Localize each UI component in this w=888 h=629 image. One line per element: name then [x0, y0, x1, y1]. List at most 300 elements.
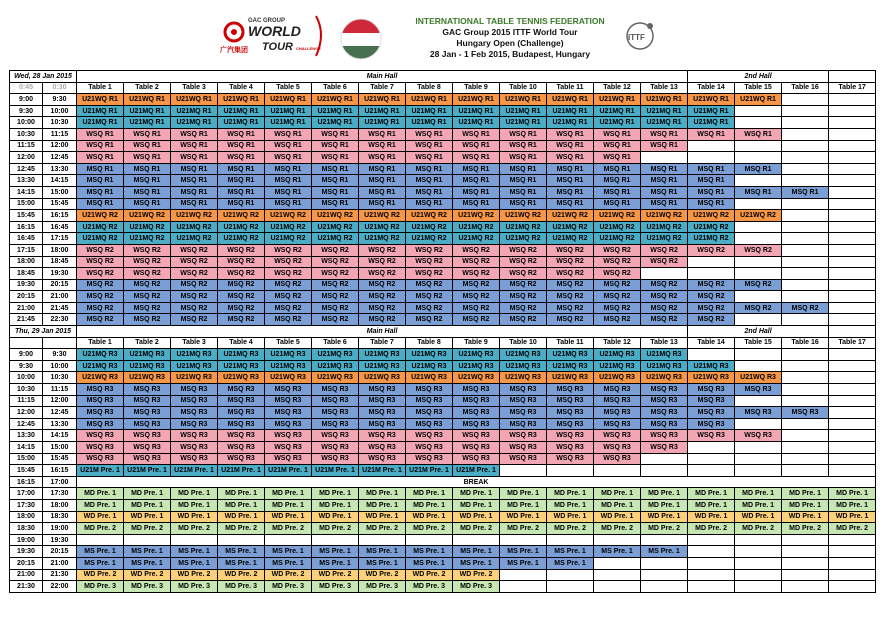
match-cell: U21MQ R2 — [453, 233, 500, 245]
end-time: 12:45 — [43, 152, 77, 164]
match-cell: U21WQ R2 — [547, 210, 594, 222]
match-cell: MSQ R1 — [312, 163, 359, 175]
end-time: 20:15 — [43, 546, 77, 558]
match-cell: WD Pre. 2 — [406, 569, 453, 581]
match-cell: WSQ R1 — [359, 140, 406, 152]
start-time: 20:15 — [10, 557, 43, 569]
empty-cell — [782, 268, 829, 280]
match-cell: WSQ R2 — [359, 256, 406, 268]
match-cell: WSQ R1 — [265, 140, 312, 152]
end-time: 19:30 — [43, 268, 77, 280]
match-cell: MD Pre. 1 — [406, 499, 453, 511]
match-cell: U21MQ R3 — [218, 360, 265, 372]
match-cell: WSQ R3 — [124, 430, 171, 442]
match-cell: MS Pre. 1 — [124, 557, 171, 569]
empty-cell — [641, 581, 688, 593]
match-cell: WSQ R3 — [312, 430, 359, 442]
match-cell: U21MQ R2 — [312, 233, 359, 245]
match-cell: MSQ R2 — [312, 279, 359, 291]
empty-cell — [782, 557, 829, 569]
match-cell: U21MQ R3 — [641, 349, 688, 361]
match-cell: U21WQ R3 — [594, 372, 641, 384]
empty-cell — [829, 175, 876, 187]
time-slot-row — [10, 302, 876, 314]
match-cell: MSQ R2 — [641, 291, 688, 303]
match-cell: MSQ R1 — [218, 186, 265, 198]
match-cell: U21M Pre. 1 — [171, 465, 218, 477]
match-cell: MD Pre. 1 — [735, 499, 782, 511]
match-cell: WSQ R2 — [218, 244, 265, 256]
match-cell: WSQ R3 — [265, 453, 312, 465]
time-slot-row — [10, 314, 876, 326]
table-10-header: Table 10 — [500, 337, 547, 349]
match-cell: U21WQ R3 — [735, 372, 782, 384]
match-cell: U21MQ R2 — [594, 221, 641, 233]
match-cell: MD Pre. 1 — [171, 488, 218, 500]
gac-world-tour-logo — [218, 12, 330, 58]
svg-text:GAC GROUP: GAC GROUP — [248, 18, 286, 24]
match-cell: MD Pre. 3 — [359, 581, 406, 593]
match-cell: MD Pre. 3 — [312, 581, 359, 593]
match-cell: WSQ R2 — [641, 244, 688, 256]
match-cell: U21MQ R2 — [218, 233, 265, 245]
match-cell: U21MQ R1 — [500, 105, 547, 117]
match-cell: MSQ R1 — [500, 186, 547, 198]
table-14-header: Table 14 — [688, 82, 735, 94]
match-cell: MSQ R3 — [124, 407, 171, 419]
start-time: 10:00 — [10, 372, 43, 384]
time-slot-row — [10, 569, 876, 581]
match-cell: MSQ R3 — [453, 384, 500, 396]
empty-cell — [782, 152, 829, 164]
empty-cell — [735, 256, 782, 268]
match-cell: MSQ R2 — [124, 291, 171, 303]
match-cell: MSQ R2 — [312, 314, 359, 326]
match-cell: MSQ R1 — [641, 186, 688, 198]
table-9-header: Table 9 — [453, 337, 500, 349]
empty-cell — [782, 453, 829, 465]
match-cell: U21MQ R3 — [547, 349, 594, 361]
empty-cell — [735, 569, 782, 581]
match-cell: U21M Pre. 1 — [312, 465, 359, 477]
empty-cell — [312, 534, 359, 546]
match-cell: MSQ R2 — [265, 291, 312, 303]
match-cell: MS Pre. 1 — [547, 546, 594, 558]
match-cell: MSQ R1 — [124, 186, 171, 198]
match-cell: MSQ R3 — [359, 384, 406, 396]
match-cell: U21WQ R3 — [500, 372, 547, 384]
empty-cell — [735, 314, 782, 326]
time-slot-row — [10, 384, 876, 396]
match-cell: MSQ R2 — [359, 279, 406, 291]
match-cell: MSQ R2 — [406, 314, 453, 326]
match-cell: MSQ R3 — [500, 384, 547, 396]
match-cell: MSQ R1 — [77, 198, 124, 210]
table-14-header: Table 14 — [688, 337, 735, 349]
match-cell: WSQ R1 — [265, 128, 312, 140]
empty-cell — [782, 210, 829, 222]
match-cell: MS Pre. 1 — [77, 557, 124, 569]
start-time: 9:00 — [10, 94, 43, 106]
match-cell: MSQ R2 — [124, 314, 171, 326]
match-cell: WD Pre. 1 — [312, 511, 359, 523]
match-cell: WSQ R2 — [594, 268, 641, 280]
end-time: 11:15 — [43, 128, 77, 140]
empty-cell — [782, 221, 829, 233]
match-cell: MSQ R1 — [124, 163, 171, 175]
match-cell: WSQ R1 — [406, 128, 453, 140]
match-cell: MSQ R1 — [594, 175, 641, 187]
match-cell: U21MQ R2 — [453, 221, 500, 233]
empty-cell — [782, 534, 829, 546]
empty-cell — [782, 465, 829, 477]
match-cell: MD Pre. 1 — [77, 499, 124, 511]
match-cell: MSQ R3 — [453, 395, 500, 407]
start-time: 21:00 — [10, 302, 43, 314]
match-cell: MSQ R3 — [688, 395, 735, 407]
match-cell: MSQ R3 — [453, 407, 500, 419]
match-cell: MSQ R1 — [453, 175, 500, 187]
table-8-header: Table 8 — [406, 337, 453, 349]
main-hall-label: Main Hall — [77, 326, 688, 338]
time-slot-row — [10, 198, 876, 210]
match-cell: MSQ R2 — [453, 302, 500, 314]
match-cell: MSQ R2 — [547, 291, 594, 303]
match-cell: WSQ R3 — [594, 442, 641, 454]
empty-cell — [829, 233, 876, 245]
empty-cell — [782, 244, 829, 256]
empty-cell — [782, 314, 829, 326]
match-cell: U21MQ R1 — [406, 105, 453, 117]
match-cell: WSQ R3 — [547, 430, 594, 442]
empty-cell — [124, 534, 171, 546]
table-1-header: Table 1 — [77, 82, 124, 94]
empty-cell — [171, 534, 218, 546]
table-10-header: Table 10 — [500, 82, 547, 94]
match-cell: WD Pre. 1 — [124, 511, 171, 523]
start-time: 16:15 — [10, 476, 43, 488]
empty-cell — [829, 256, 876, 268]
start-time: 10:30 — [10, 384, 43, 396]
match-cell: MSQ R3 — [641, 395, 688, 407]
time-slot-row — [10, 233, 876, 245]
match-cell: WSQ R1 — [218, 140, 265, 152]
end-time: 16:15 — [43, 210, 77, 222]
match-cell: WD Pre. 1 — [406, 511, 453, 523]
table-11-header: Table 11 — [547, 82, 594, 94]
empty-cell — [641, 534, 688, 546]
start-time: 13:30 — [10, 175, 43, 187]
empty-cell — [782, 430, 829, 442]
empty-cell — [688, 546, 735, 558]
match-cell: MSQ R1 — [406, 163, 453, 175]
match-cell: U21MQ R3 — [594, 349, 641, 361]
match-cell: WSQ R2 — [171, 256, 218, 268]
match-cell: MSQ R2 — [594, 291, 641, 303]
end-time: 10:00 — [43, 105, 77, 117]
end-time: 18:00 — [43, 244, 77, 256]
match-cell: U21MQ R3 — [500, 349, 547, 361]
match-cell: MD Pre. 1 — [77, 488, 124, 500]
end-time: 10:30 — [43, 117, 77, 129]
match-cell: WSQ R2 — [265, 244, 312, 256]
match-cell: MS Pre. 1 — [171, 557, 218, 569]
match-cell: U21MQ R1 — [312, 117, 359, 129]
match-cell: MSQ R2 — [735, 279, 782, 291]
match-cell: U21MQ R1 — [77, 117, 124, 129]
match-cell: WSQ R3 — [359, 442, 406, 454]
match-cell: U21MQ R1 — [312, 105, 359, 117]
match-cell: U21MQ R1 — [171, 117, 218, 129]
match-cell: U21MQ R1 — [359, 105, 406, 117]
empty-cell — [829, 534, 876, 546]
empty-cell — [735, 140, 782, 152]
match-cell: MSQ R2 — [124, 279, 171, 291]
match-cell: MSQ R1 — [171, 163, 218, 175]
match-cell: WSQ R3 — [500, 442, 547, 454]
match-cell: WSQ R3 — [547, 442, 594, 454]
match-cell: U21MQ R1 — [547, 117, 594, 129]
match-cell: MSQ R3 — [171, 418, 218, 430]
break-label: BREAK — [77, 476, 876, 488]
match-cell: MSQ R2 — [218, 279, 265, 291]
table-15-header: Table 15 — [735, 337, 782, 349]
match-cell: WSQ R3 — [218, 442, 265, 454]
end-time: 15:45 — [43, 198, 77, 210]
match-cell: U21WQ R3 — [688, 372, 735, 384]
match-cell: MD Pre. 1 — [359, 488, 406, 500]
match-cell: MSQ R1 — [688, 198, 735, 210]
table-9-header: Table 9 — [453, 82, 500, 94]
match-cell: U21MQ R2 — [594, 233, 641, 245]
day-date: Thu, 29 Jan 2015 — [10, 326, 77, 338]
end-time: 18:30 — [43, 511, 77, 523]
match-cell: WSQ R1 — [312, 140, 359, 152]
empty-cell — [735, 105, 782, 117]
empty-cell — [735, 117, 782, 129]
match-cell: U21WQ R2 — [77, 210, 124, 222]
empty-cell — [782, 105, 829, 117]
end-time: 16:45 — [43, 221, 77, 233]
start-time: 10:00 — [10, 117, 43, 129]
end-time: 19:30 — [43, 534, 77, 546]
match-cell: MS Pre. 1 — [641, 546, 688, 558]
empty-cell — [688, 140, 735, 152]
empty-cell — [829, 581, 876, 593]
match-cell: MS Pre. 1 — [547, 557, 594, 569]
match-cell: U21MQ R1 — [218, 105, 265, 117]
end-time: 21:30 — [43, 569, 77, 581]
match-cell: MD Pre. 3 — [218, 581, 265, 593]
match-cell: WSQ R3 — [312, 442, 359, 454]
match-cell: MSQ R3 — [594, 395, 641, 407]
match-cell: WSQ R3 — [500, 453, 547, 465]
match-cell: U21MQ R2 — [218, 221, 265, 233]
match-cell: MSQ R1 — [77, 186, 124, 198]
match-cell: WSQ R3 — [124, 453, 171, 465]
time-slot-row — [10, 279, 876, 291]
match-cell: MSQ R2 — [688, 314, 735, 326]
match-cell: MSQ R2 — [641, 279, 688, 291]
match-cell: MS Pre. 1 — [265, 546, 312, 558]
match-cell: MSQ R1 — [218, 175, 265, 187]
match-cell: WSQ R3 — [265, 430, 312, 442]
match-cell: MSQ R2 — [77, 279, 124, 291]
match-cell: MSQ R1 — [453, 198, 500, 210]
empty-cell — [782, 128, 829, 140]
match-cell: MSQ R2 — [171, 279, 218, 291]
match-cell: MD Pre. 1 — [829, 499, 876, 511]
match-cell: MSQ R2 — [688, 302, 735, 314]
time-slot-row — [10, 395, 876, 407]
match-cell: MSQ R2 — [218, 291, 265, 303]
match-cell: U21MQ R3 — [594, 360, 641, 372]
time-slot-row — [10, 221, 876, 233]
empty-cell — [782, 198, 829, 210]
match-cell: MSQ R1 — [594, 198, 641, 210]
empty-cell — [594, 465, 641, 477]
match-cell: MSQ R2 — [641, 302, 688, 314]
empty-cell — [735, 152, 782, 164]
page-header — [0, 0, 888, 70]
empty-cell — [829, 372, 876, 384]
empty-cell — [77, 534, 124, 546]
start-time: 9:30 — [10, 105, 43, 117]
match-cell: WSQ R2 — [312, 268, 359, 280]
match-cell: WSQ R1 — [124, 140, 171, 152]
match-cell: MSQ R1 — [359, 198, 406, 210]
match-cell: WSQ R3 — [594, 453, 641, 465]
match-cell: U21WQ R3 — [406, 372, 453, 384]
match-cell: WSQ R1 — [547, 152, 594, 164]
match-cell: MS Pre. 1 — [218, 546, 265, 558]
match-cell: WSQ R1 — [453, 140, 500, 152]
end-time: 21:00 — [43, 291, 77, 303]
empty-cell — [359, 534, 406, 546]
match-cell: U21WQ R2 — [453, 210, 500, 222]
match-cell: U21WQ R2 — [312, 210, 359, 222]
empty-cell — [735, 198, 782, 210]
match-cell: U21MQ R2 — [500, 233, 547, 245]
end-time: 13:30 — [43, 163, 77, 175]
match-cell: WSQ R3 — [77, 430, 124, 442]
empty-cell — [782, 140, 829, 152]
match-cell: MSQ R2 — [500, 279, 547, 291]
match-cell: MD Pre. 2 — [829, 523, 876, 535]
match-cell: U21MQ R2 — [124, 221, 171, 233]
match-cell: U21MQ R2 — [77, 233, 124, 245]
empty-cell — [782, 360, 829, 372]
match-cell: MSQ R2 — [594, 302, 641, 314]
match-cell: U21WQ R2 — [735, 210, 782, 222]
match-cell: MD Pre. 1 — [312, 499, 359, 511]
start-time: 20:15 — [10, 291, 43, 303]
match-cell: U21MQ R1 — [641, 117, 688, 129]
empty-cell — [641, 268, 688, 280]
match-cell: MSQ R3 — [500, 407, 547, 419]
match-cell: U21MQ R1 — [218, 117, 265, 129]
match-cell: MSQ R1 — [265, 198, 312, 210]
table-3-header: Table 3 — [171, 337, 218, 349]
match-cell: WSQ R2 — [77, 244, 124, 256]
match-cell: U21WQ R1 — [265, 94, 312, 106]
match-cell: WD Pre. 1 — [782, 511, 829, 523]
match-cell: WSQ R1 — [77, 140, 124, 152]
empty-cell — [688, 349, 735, 361]
match-cell: U21MQ R1 — [124, 105, 171, 117]
match-cell: WSQ R1 — [735, 128, 782, 140]
match-cell: WSQ R2 — [124, 244, 171, 256]
match-cell: U21MQ R1 — [453, 105, 500, 117]
match-cell: WD Pre. 2 — [171, 569, 218, 581]
match-cell: MD Pre. 3 — [124, 581, 171, 593]
match-cell: WSQ R1 — [500, 140, 547, 152]
empty-cell — [829, 244, 876, 256]
match-cell: U21MQ R1 — [594, 105, 641, 117]
match-cell: MD Pre. 1 — [641, 488, 688, 500]
match-cell: WSQ R3 — [406, 453, 453, 465]
match-cell: MSQ R1 — [688, 175, 735, 187]
match-cell: U21MQ R3 — [312, 360, 359, 372]
time-slot-row — [10, 349, 876, 361]
table-6-header: Table 6 — [312, 337, 359, 349]
empty-cell — [829, 163, 876, 175]
start-time: 21:45 — [10, 314, 43, 326]
match-cell: MSQ R2 — [500, 291, 547, 303]
match-cell: U21M Pre. 1 — [265, 465, 312, 477]
match-cell: MD Pre. 1 — [500, 488, 547, 500]
match-cell: WD Pre. 1 — [171, 511, 218, 523]
match-cell: U21WQ R3 — [124, 372, 171, 384]
schedule-table — [9, 70, 876, 593]
match-cell: MSQ R3 — [265, 384, 312, 396]
match-cell: MSQ R1 — [641, 198, 688, 210]
empty-cell — [500, 465, 547, 477]
match-cell: U21WQ R1 — [500, 94, 547, 106]
match-cell: U21MQ R1 — [641, 105, 688, 117]
match-cell: WD Pre. 2 — [359, 569, 406, 581]
start-time: 19:00 — [10, 534, 43, 546]
match-cell: MSQ R1 — [594, 186, 641, 198]
time-slot-row — [10, 511, 876, 523]
match-cell: WSQ R2 — [124, 256, 171, 268]
match-cell: MSQ R3 — [688, 407, 735, 419]
time-slot-row — [10, 140, 876, 152]
match-cell: WSQ R1 — [77, 152, 124, 164]
match-cell: MS Pre. 1 — [500, 557, 547, 569]
match-cell: MSQ R3 — [641, 407, 688, 419]
match-cell: MSQ R1 — [594, 163, 641, 175]
match-cell: U21MQ R3 — [547, 360, 594, 372]
match-cell: MD Pre. 1 — [782, 488, 829, 500]
match-cell: U21MQ R3 — [453, 360, 500, 372]
match-cell: WSQ R2 — [265, 256, 312, 268]
match-cell: WSQ R1 — [218, 128, 265, 140]
end-time: 12:45 — [43, 407, 77, 419]
table-11-header: Table 11 — [547, 337, 594, 349]
time-slot-row — [10, 291, 876, 303]
match-cell: WSQ R1 — [641, 140, 688, 152]
svg-text:WORLD: WORLD — [248, 23, 301, 39]
empty-cell — [829, 117, 876, 129]
match-cell: WSQ R2 — [171, 244, 218, 256]
match-cell: U21MQ R2 — [547, 221, 594, 233]
match-cell: WSQ R2 — [547, 268, 594, 280]
match-cell: U21WQ R3 — [265, 372, 312, 384]
match-cell: MD Pre. 2 — [500, 523, 547, 535]
start-time: 15:45 — [10, 465, 43, 477]
match-cell: MSQ R2 — [359, 314, 406, 326]
